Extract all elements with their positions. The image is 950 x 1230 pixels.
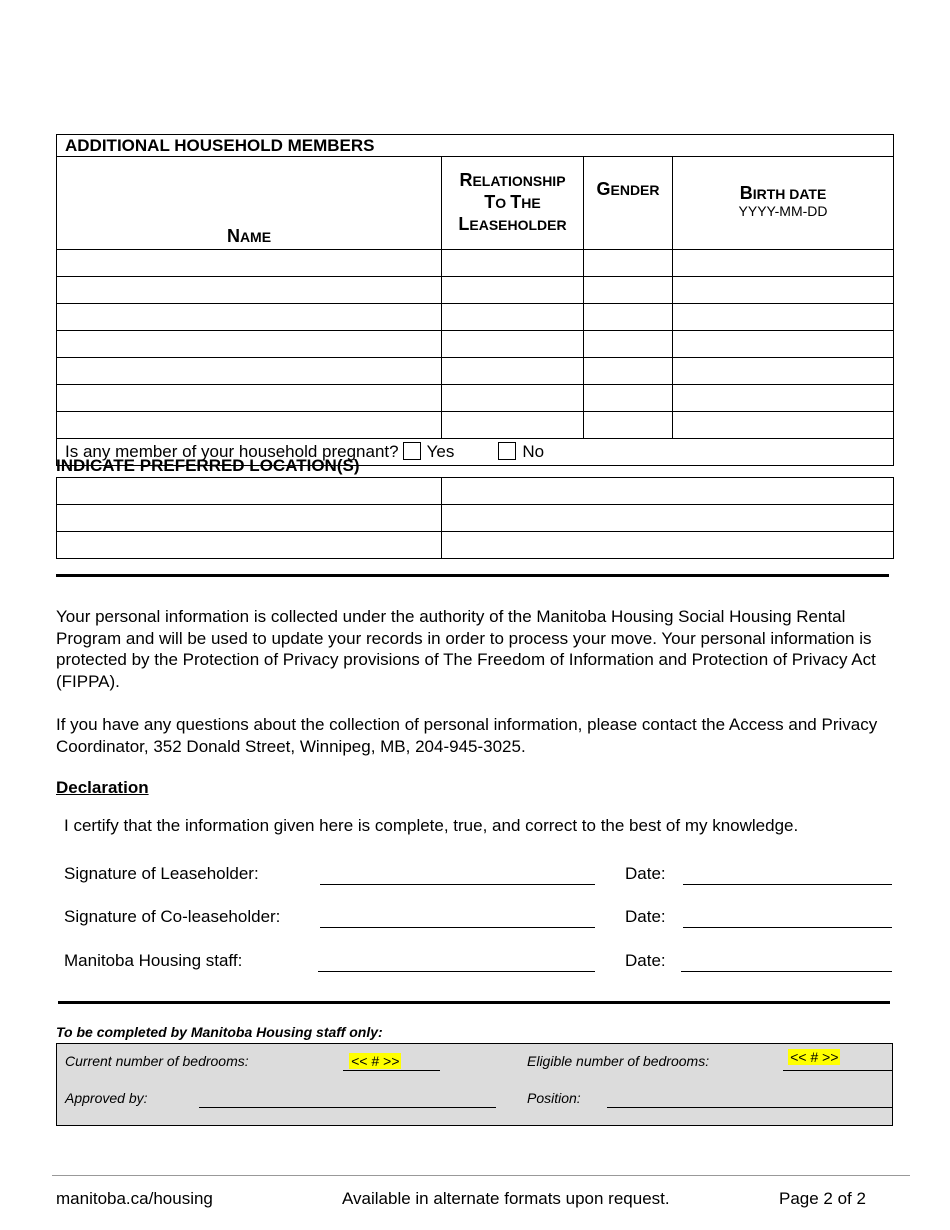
member-birth-date-field[interactable]: [673, 304, 894, 331]
date-label: Date:: [625, 907, 666, 926]
footer-website: manitoba.ca/housing: [56, 1189, 213, 1208]
member-birth-date-field[interactable]: [673, 331, 894, 358]
table-row: [57, 412, 894, 439]
signature-coleaseholder-line[interactable]: [320, 927, 595, 928]
signature-leaseholder-label: Signature of Leaseholder:: [64, 864, 259, 883]
date-leaseholder-line[interactable]: [683, 884, 892, 885]
signature-leaseholder-line[interactable]: [320, 884, 595, 885]
signature-coleaseholder-label: Signature of Co-leaseholder:: [64, 907, 281, 926]
table-row: [57, 505, 894, 532]
member-relationship-field[interactable]: [442, 385, 584, 412]
table-row: [57, 331, 894, 358]
table-row: [57, 358, 894, 385]
footer-alternate-formats: Available in alternate formats upon request.: [342, 1189, 670, 1208]
pregnant-yes-checkbox[interactable]: [403, 442, 421, 460]
pregnant-no-label: No: [522, 442, 545, 461]
member-gender-field[interactable]: [584, 304, 673, 331]
birth-date-format: YYYY-MM-DD: [738, 203, 828, 219]
date-label: Date:: [625, 864, 666, 883]
member-name-field[interactable]: [57, 250, 442, 277]
footer-divider: [52, 1175, 910, 1176]
member-name-field[interactable]: [57, 358, 442, 385]
signature-staff-label: Manitoba Housing staff:: [64, 951, 243, 970]
table-row: [57, 532, 894, 559]
date-label: Date:: [625, 951, 666, 970]
staff-only-title: To be completed by Manitoba Housing staff only:: [56, 1024, 383, 1040]
column-header-birth-date: BIRTH DATE YYYY-MM-DD: [673, 157, 894, 250]
location-field[interactable]: [57, 478, 442, 505]
location-field[interactable]: [442, 478, 894, 505]
member-relationship-field[interactable]: [442, 250, 584, 277]
member-relationship-field[interactable]: [442, 358, 584, 385]
member-name-field[interactable]: [57, 331, 442, 358]
column-header-relationship: RELATIONSHIP TO THE LEASEHOLDER: [442, 157, 584, 250]
date-staff-line[interactable]: [681, 971, 892, 972]
member-name-field[interactable]: [57, 277, 442, 304]
pregnancy-question: Is any member of your household pregnant?: [65, 442, 399, 461]
approved-by-line[interactable]: [199, 1107, 496, 1108]
member-relationship-field[interactable]: [442, 412, 584, 439]
date-coleaseholder-line[interactable]: [683, 927, 892, 928]
table-row: [57, 304, 894, 331]
privacy-paragraph-1: Your personal information is collected under the authority of the Manitoba Housing Social Housing Rental Program and will be used to update your records in order to process your move. Your personal information is protected by the Protection of Privacy provisions of The Freedom of Information and Protection of Privacy Act (FIPPA).: [56, 607, 876, 691]
member-relationship-field[interactable]: [442, 277, 584, 304]
member-gender-field[interactable]: [584, 277, 673, 304]
location-field[interactable]: [57, 505, 442, 532]
member-relationship-field[interactable]: [442, 304, 584, 331]
member-birth-date-field[interactable]: [673, 250, 894, 277]
member-name-field[interactable]: [57, 412, 442, 439]
member-relationship-field[interactable]: [442, 331, 584, 358]
eligible-bedrooms-value[interactable]: << # >>: [790, 1049, 839, 1065]
footer-page-number: Page 2 of 2: [779, 1189, 866, 1208]
pregnant-no-checkbox[interactable]: [498, 442, 516, 460]
location-field[interactable]: [442, 532, 894, 559]
staff-only-box: [56, 1043, 893, 1126]
certification-statement: I certify that the information given here is complete, true, and correct to the best of my knowledge.: [64, 816, 799, 835]
table-row: [57, 385, 894, 412]
position-label: Position:: [527, 1090, 581, 1106]
declaration-title: Declaration: [56, 778, 149, 797]
member-gender-field[interactable]: [584, 385, 673, 412]
preferred-locations-table: [56, 477, 894, 559]
member-birth-date-field[interactable]: [673, 412, 894, 439]
household-members-table: [56, 134, 894, 466]
member-birth-date-field[interactable]: [673, 277, 894, 304]
location-field[interactable]: [57, 532, 442, 559]
member-gender-field[interactable]: [584, 358, 673, 385]
column-header-gender: GENDER: [584, 157, 673, 250]
table-row: [57, 277, 894, 304]
signature-staff-line[interactable]: [318, 971, 595, 972]
pregnant-yes-label: Yes: [426, 442, 455, 461]
table-row: [57, 250, 894, 277]
eligible-bedrooms-line[interactable]: [783, 1070, 892, 1071]
privacy-paragraph-2: If you have any questions about the collection of personal information, please contact the Access and Privacy Coordinator, 352 Donald Street, Winnipeg, MB, 204-945-3025.: [56, 715, 878, 756]
member-gender-field[interactable]: [584, 412, 673, 439]
member-gender-field[interactable]: [584, 250, 673, 277]
table-row: [57, 478, 894, 505]
member-name-field[interactable]: [57, 304, 442, 331]
member-birth-date-field[interactable]: [673, 385, 894, 412]
approved-by-label: Approved by:: [65, 1090, 148, 1106]
household-section-title: ADDITIONAL HOUSEHOLD MEMBERS: [57, 135, 894, 157]
current-bedrooms-label: Current number of bedrooms:: [65, 1053, 249, 1069]
location-field[interactable]: [442, 505, 894, 532]
member-birth-date-field[interactable]: [673, 358, 894, 385]
section-divider: [58, 1001, 890, 1004]
member-name-field[interactable]: [57, 385, 442, 412]
eligible-bedrooms-label: Eligible number of bedrooms:: [527, 1053, 710, 1069]
current-bedrooms-value[interactable]: << # >>: [351, 1053, 400, 1069]
member-gender-field[interactable]: [584, 331, 673, 358]
position-line[interactable]: [607, 1107, 892, 1108]
locations-section-title: INDICATE PREFERRED LOCATION(S): [56, 456, 360, 475]
column-header-name: NAME: [57, 157, 442, 250]
section-divider: [56, 574, 889, 577]
